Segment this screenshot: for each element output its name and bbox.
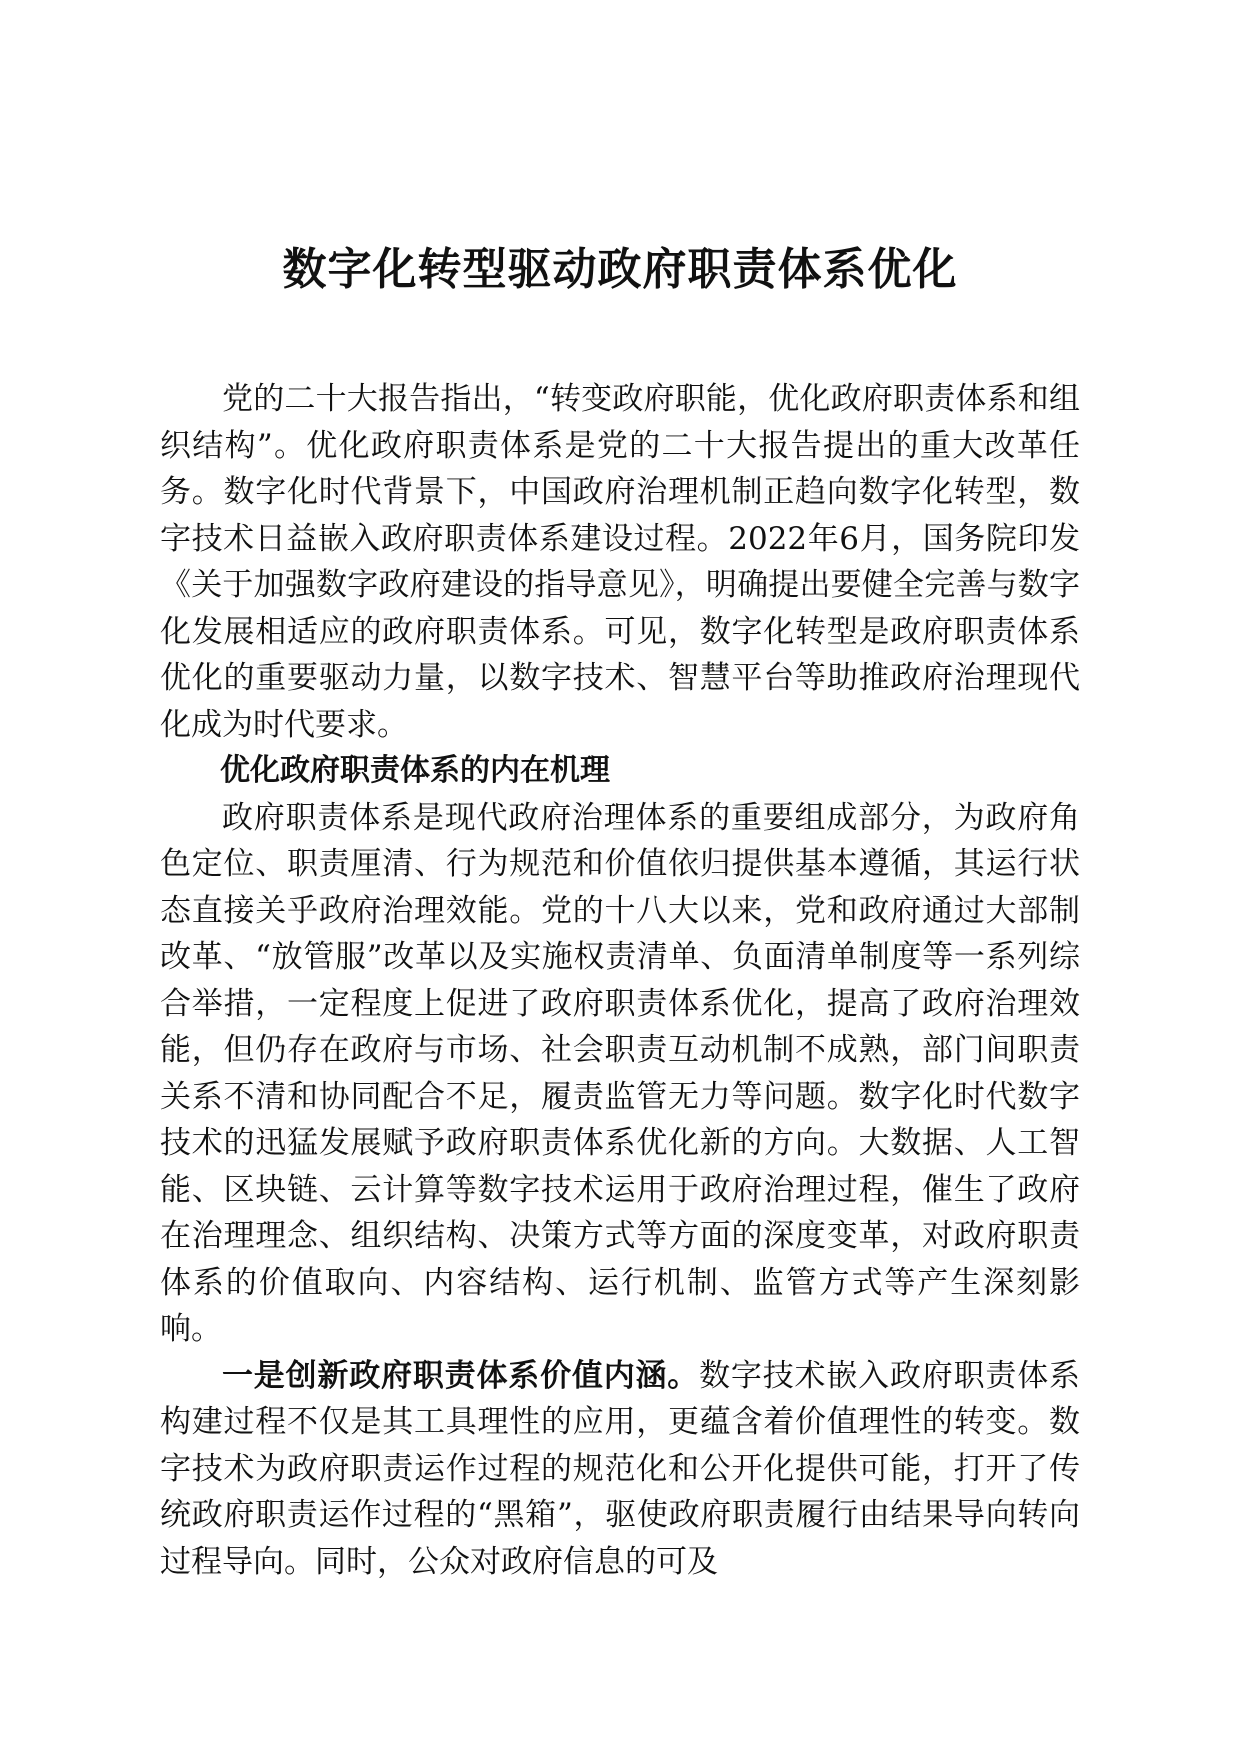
- document-body: [160, 376, 1080, 1585]
- document-title: 数字化转型驱动政府职责体系优化: [282, 244, 958, 295]
- paragraph-value-innovation: [160, 1353, 1080, 1586]
- paragraph-mechanism: 政府职责体系是现代政府治理体系的重要组成部分，为政府角色定位、职责厘清、行为规范和价值依归提供基本遵循，其运行状态直接关乎政府治理效能。党的十八大以来，党和政府通过大部制改革、“放管服”改革以及实施权责清单、负面清单制度等一系列综合举措，一定程度上促进了政府职责体系优化，提高了政府治理效能，但仍存在政府与市场、社会职责互动机制不成熟，部门间职责关系不清和协同配合不足，履责监管无力等问题。数字化时代数字技术的迅猛发展赋予政府职责体系优化新的方向。大数据、人工智能、区块链、云计算等数字技术运用于政府治理过程，催生了政府在治理理念、组织结构、决策方式等方面的深度变革，对政府职责体系的价值取向、内容结构、运行机制、监管方式等产生深刻影响。: [160, 799, 1080, 1347]
- paragraph-value-innovation-text: 数字技术嵌入政府职责体系构建过程不仅是其工具理性的应用，更蕴含着价值理性的转变。数字技术为政府职责运作过程的规范化和公开化提供可能，打开了传统政府职责运作过程的“黑箱”，驱使政府职责履行由结果导向转向过程导向。同时，公众对政府信息的可及: [160, 1357, 1081, 1580]
- paragraph-intro: 党的二十大报告指出，“转变政府职能，优化政府职责体系和组织结构”。优化政府职责体系是党的二十大报告提出的重大改革任务。数字化时代背景下，中国政府治理机制正趋向数字化转型，数字技术日益嵌入政府职责体系建设过程。2022年6月，国务院印发《关于加强数字政府建设的指导意见》，明确提出要健全完善与数字化发展相适应的政府职责体系。可见，数字化转型是政府职责体系优化的重要驱动力量，以数字技术、智慧平台等助推政府治理现代化成为时代要求。: [160, 381, 1080, 743]
- paragraph-lead-phrase: 一是创新政府职责体系价值内涵。: [222, 1357, 700, 1394]
- section-heading: 优化政府职责体系的内在机理: [220, 753, 610, 788]
